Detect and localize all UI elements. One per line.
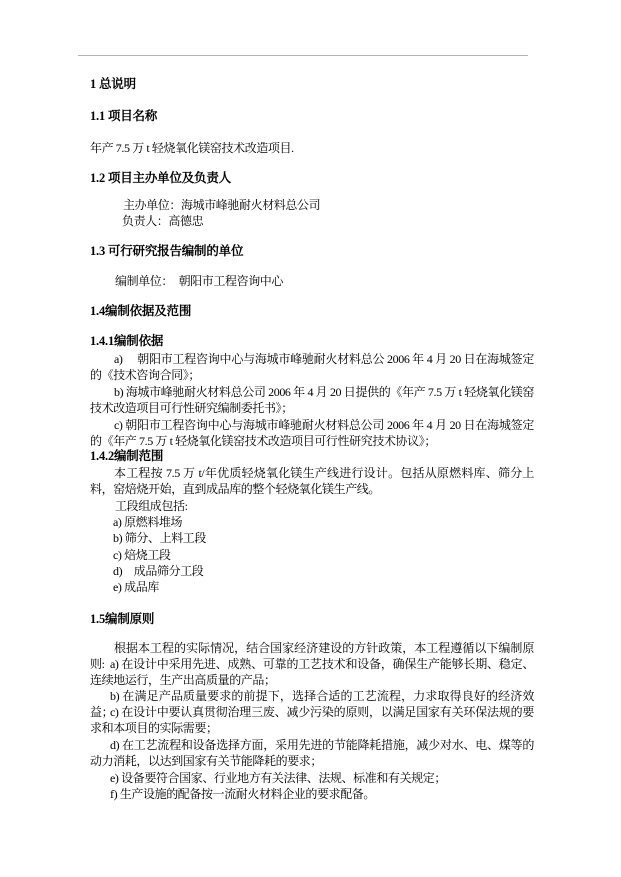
paragraph-principle-d: d) 在工艺流程和设备选择方面，采用先进的节能降耗措施，减少对水、电、煤等的动力消耗，以达到国家有关节能降耗的要求； <box>90 738 534 769</box>
paragraph-basis-item-b: b) 海城市峰驰耐火材料总公司 2006 年 4 月 20 日提供的《年产 7.5 万 t 轻烧氧化镁窑技术改造项目可行性研究编制委托书》； <box>90 385 534 416</box>
list-item-calcining-section: c) 焙烧工段 <box>113 548 171 562</box>
line-section-list-title: 工段组成包括: <box>115 499 188 513</box>
paragraph-principle-b: b) 在满足产品质量要求的前提下，选择合适的工艺流程，力求取得良好的经济效益； <box>90 689 534 720</box>
heading-compilation-scope: 1.4.2编制范围 <box>90 449 164 463</box>
heading-compilation-basis: 1.4.1编制依据 <box>90 334 164 348</box>
heading-general-description: 1 总说明 <box>90 77 136 91</box>
paragraph-principle-c: c) 在设计中要认真贯彻治理三废、减少污染的原则，以满足国家有关环保法规的要求和本项目的实际需要； <box>90 705 534 736</box>
list-item-screening-feeding-section: b) 筛分、上料工段 <box>113 531 206 545</box>
line-organizer-unit: 主办单位：海城市峰驰耐火材料总公司 <box>123 198 321 212</box>
heading-organizer-and-principal: 1.2 项目主办单位及负责人 <box>90 171 231 185</box>
line-principal-person: 负责人：高德忠 <box>122 214 204 228</box>
list-item-product-warehouse: e) 成品库 <box>113 580 159 594</box>
paragraph-basis-item-c: c) 朝阳市工程咨询中心与海城市峰驰耐火材料总公司 2006 年 4 月 20 日在海城签定的《年产 7.5 万 t 轻烧氧化镁窑技术改造项目可行性研究技术协议》； <box>90 418 534 449</box>
paragraph-principle-f: f) 生产设施的配备按一流耐火材料企业的要求配备。 <box>110 787 375 801</box>
paragraph-principle-a: a) 在设计中采用先进、成熟、可靠的工艺技术和设备，确保生产能够长期、稳定、连续地运行，生产出高质量的产品； <box>90 657 534 688</box>
paragraph-principles-intro: 根据本工程的实际情况，结合国家经济建设的方针政策，本工程遵循以下编制原则: <box>90 641 534 672</box>
paragraph-project-name: 年产 7.5 万 t 轻烧氧化镁窑技术改造项目. <box>90 141 294 155</box>
heading-basis-and-scope: 1.4编制依据及范围 <box>90 304 192 318</box>
heading-project-name: 1.1 项目名称 <box>90 109 158 123</box>
heading-compilation-principles: 1.5编制原则 <box>90 612 155 626</box>
paragraph-scope-intro: 本工程按 7.5 万 t/年优质轻烧氧化镁生产线进行设计。包括从原燃料库、筛分上料，窑焙烧开始，直到成品库的整个轻烧氧化镁生产线。 <box>90 466 534 497</box>
list-item-product-screening-section: d) 成品筛分工段 <box>113 564 204 578</box>
line-compiling-unit: 编制单位： 朝阳市工程咨询中心 <box>115 274 284 288</box>
list-item-raw-material-yard: a) 原燃料堆场 <box>113 515 183 529</box>
header-divider-line <box>78 55 528 56</box>
paragraph-basis-item-a: a) 朝阳市工程咨询中心与海城市峰驰耐火材料总公 2006 年 4 月 20 日在海城签定的《技术咨询合同》； <box>90 352 534 383</box>
paragraph-principle-e: e) 设备要符合国家、行业地方有关法律、法规、标准和有关规定； <box>110 771 446 785</box>
heading-report-compiling-unit: 1.3 可行研究报告编制的单位 <box>90 244 244 258</box>
